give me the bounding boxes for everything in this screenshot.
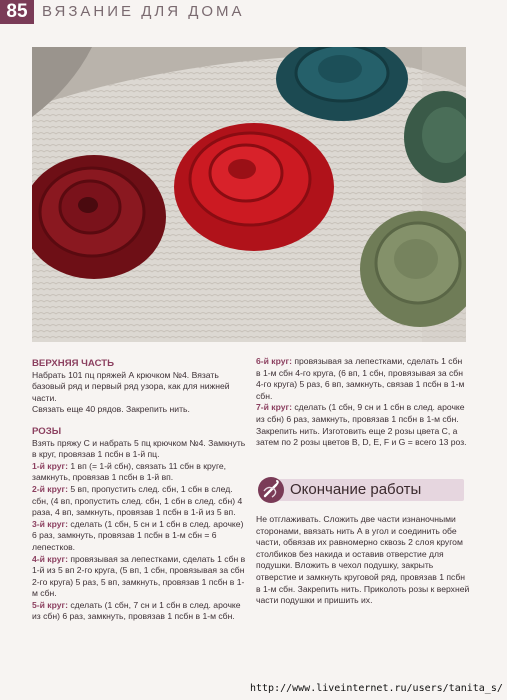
banner-title: Окончание работы [290,481,422,498]
round-2-label: 2-й круг: [32,483,68,494]
crochet-hook-icon [258,477,284,503]
red-rose [174,123,334,251]
page-header [0,0,507,28]
top-part-paragraph-1: Набрать 101 пц пряжей А крючком №4. Вязать базовый ряд и первый ряд узора, как для нижней части. [32,369,230,403]
round-5-label: 5-й круг: [32,599,68,610]
photo-illustration [32,47,466,342]
left-text-column [32,356,248,623]
source-url: http://www.liveinternet.ru/users/tanita_s/ [250,683,503,694]
round-5 [32,600,248,623]
round-1 [32,461,248,484]
round-3 [32,519,248,554]
finishing-paragraph: Не отглаживать. Сложить две части изнаночными сторонами, ввязать нить А в угол и соединить обе части, обвязав их равномерно сквозь 2 слоя кругом столбиков без накида и оставив отверстие для подушки. Вложить в чехол подушку, закрыть отверстие и замкнуть круговой ряд, провязав 1 псбн в 1-м сбн. Закрепить нить. Приколоть розы к верхней части подушки и пришить их. [256,514,470,606]
round-4-label: 4-й круг: [32,553,68,564]
round-5-text: сделать (1 сбн, 7 сн и 1 сбн в след. арочке из сбн) 6 раз, замкнуть, провязав 1 псбн в 1-м сбн. [32,599,241,622]
right-text-column [256,356,468,449]
section-heading-top-part: ВЕРХНЯЯ ЧАСТЬ [32,358,115,369]
crochet-roses-pillow-photo [32,47,466,342]
section-heading-roses: РОЗЫ [32,425,62,437]
round-6-label: 6-й круг: [256,356,292,366]
top-part-paragraph-2: Связать еще 40 рядов. Закрепить нить. [32,404,190,415]
roses-intro: Взять пряжу С и набрать 5 пц крючком №4. Замкнуть в круг, провязав 1 псбн в 1-й пц. [32,437,246,460]
round-1-label: 1-й круг: [32,460,68,471]
round-4 [32,554,248,600]
round-2-text: 5 вп, пропустить след. сбн, 1 сбн в след. сбн, (4 вп, пропустить след. сбн, 1 сбн в след. сбн) 4 раза, 4 вп, замкнуть, провязав 1 псбн в 1-й из 5 вп. [32,483,243,518]
finishing-text-column [256,514,470,607]
page-running-title: ВЯЗАНИЕ ДЛЯ ДОМА [42,3,245,20]
round-6-text: провязывая за лепестками, сделать 1 сбн в 1-м сбн 4-го круга, (6 вп, 1 сбн, провязывая за сбн 4-го круга) 5 раз, 6 вп, замкнуть, связав 1 псбн в 1-м сбн. [256,356,465,401]
round-7-text: сделать (1 сбн, 9 сн и 1 сбн в след. арочке из сбн) 6 раз, замкнуть, провязав 1 псбн в 1-м сбн. Закрепить нить. Изготовить еще 2 розы цвета С, а затем по 2 розы цветов B, D, E, F и G = всего 13 роз. [256,402,467,448]
round-3-text: сделать (1 сбн, 5 сн и 1 сбн в след. арочке) 6 раз, замкнуть, провязав 1 псбн в 1-м сбн = 6 лепестков. [32,518,244,552]
round-7 [256,402,468,448]
round-7-label: 7-й круг: [256,402,292,413]
finishing-banner [256,477,466,503]
page-number: 85 [0,0,34,24]
round-6 [256,356,468,402]
round-4-text: провязывая за лепестками, сделать 1 сбн в 1-й из 5 вп 2-го круга, (5 вп, 1 сбн, провязывая за сбн 2-го круга) 5 раз, 5 вп, замкнуть, провязав 1 псбн в 1-м сбн. [32,553,246,599]
round-3-label: 3-й круг: [32,518,68,529]
round-1-text: 1 вп (= 1-й сбн), связать 11 сбн в круге, замкнуть, провязав 1 псбн в 1-й вп. [32,460,227,483]
round-2 [32,484,248,519]
